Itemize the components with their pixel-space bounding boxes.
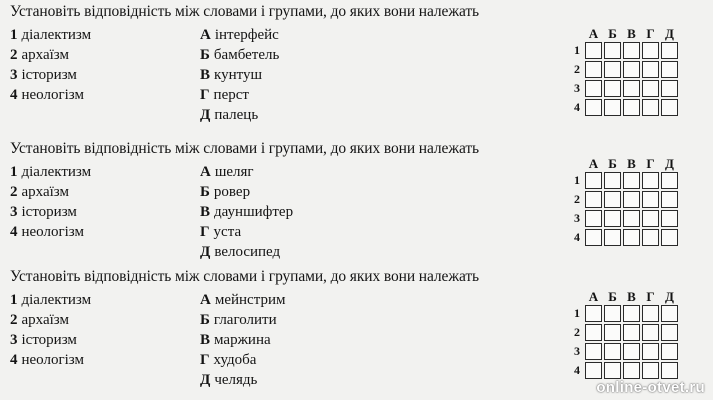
word-letter: В	[200, 204, 211, 220]
word-label: бамбетель	[213, 47, 280, 63]
words-list	[200, 25, 279, 125]
group-label: діалектизм	[21, 27, 92, 43]
answer-checkbox[interactable]	[585, 362, 602, 379]
word-label: дауншифтер	[214, 204, 294, 220]
answer-cell[interactable]	[603, 79, 622, 98]
answer-cell[interactable]	[603, 41, 622, 60]
word-label: глаголити	[213, 312, 277, 328]
answer-checkbox[interactable]	[623, 362, 640, 379]
word-label: перст	[213, 87, 249, 103]
group-number: 2	[10, 47, 18, 63]
grid-row-number: 2	[574, 62, 580, 76]
group-number: 2	[10, 312, 18, 328]
answer-cell[interactable]	[622, 304, 641, 323]
answer-checkbox[interactable]	[623, 191, 640, 208]
word-letter: Б	[200, 184, 210, 200]
group-item	[10, 350, 91, 370]
word-label: велосипед	[214, 244, 281, 260]
group-number: 4	[10, 87, 18, 103]
task-title: Установіть відповідність між словами і групами, до яких вони належать	[10, 268, 479, 285]
answer-cell[interactable]	[660, 323, 679, 342]
answer-cell[interactable]	[641, 228, 660, 247]
answer-checkbox[interactable]	[623, 343, 640, 360]
answer-checkbox[interactable]	[623, 99, 640, 116]
answer-cell[interactable]	[622, 190, 641, 209]
group-label: діалектизм	[21, 292, 92, 308]
grid-row-number: 4	[574, 363, 580, 377]
word-letter: В	[200, 332, 211, 348]
grid-row	[568, 209, 679, 228]
task-title: Установіть відповідність між словами і групами, до яких вони належать	[10, 3, 479, 20]
answer-checkbox[interactable]	[661, 324, 678, 341]
answer-checkbox[interactable]	[604, 80, 621, 97]
answer-cell[interactable]	[660, 342, 679, 361]
answer-checkbox[interactable]	[604, 210, 621, 227]
answer-checkbox[interactable]	[585, 229, 602, 246]
answer-checkbox[interactable]	[604, 362, 621, 379]
grid-row-number: 2	[574, 325, 580, 339]
group-label: діалектизм	[21, 164, 92, 180]
grid-row-number: 3	[574, 344, 580, 358]
answer-checkbox[interactable]	[604, 172, 621, 189]
word-letter: А	[200, 292, 211, 308]
answer-cell[interactable]	[641, 304, 660, 323]
word-letter: Б	[200, 47, 210, 63]
answer-cell[interactable]	[622, 41, 641, 60]
answer-checkbox[interactable]	[661, 42, 678, 59]
answer-checkbox[interactable]	[585, 210, 602, 227]
group-item	[10, 45, 91, 65]
answer-cell[interactable]	[603, 228, 622, 247]
answer-checkbox[interactable]	[585, 191, 602, 208]
word-item	[200, 350, 285, 370]
answer-checkbox[interactable]	[642, 362, 659, 379]
grid-row-number: 3	[574, 81, 580, 95]
answer-checkbox[interactable]	[642, 191, 659, 208]
answer-cell[interactable]	[660, 60, 679, 79]
answer-cell[interactable]	[622, 228, 641, 247]
answer-cell[interactable]	[603, 60, 622, 79]
word-item	[200, 330, 285, 350]
answer-cell[interactable]	[622, 60, 641, 79]
words-list	[200, 290, 285, 390]
group-number: 1	[10, 164, 18, 180]
group-number: 3	[10, 204, 18, 220]
grid-corner	[568, 27, 584, 41]
word-letter: А	[200, 164, 211, 180]
answer-cell[interactable]	[660, 304, 679, 323]
answer-cell[interactable]	[622, 209, 641, 228]
answer-checkbox[interactable]	[661, 229, 678, 246]
answer-cell[interactable]	[660, 171, 679, 190]
answer-checkbox[interactable]	[585, 343, 602, 360]
answer-grid-1	[568, 27, 679, 117]
grid-row-number: 4	[574, 100, 580, 114]
grid-row-number: 3	[574, 211, 580, 225]
answer-grid-2	[568, 157, 679, 247]
answer-checkbox[interactable]	[642, 80, 659, 97]
word-item	[200, 222, 293, 242]
grid-row	[568, 190, 679, 209]
group-item	[10, 25, 91, 45]
answer-cell[interactable]	[584, 98, 603, 117]
answer-checkbox[interactable]	[623, 42, 640, 59]
answer-cell[interactable]	[584, 304, 603, 323]
group-number: 2	[10, 184, 18, 200]
word-item	[200, 202, 293, 222]
grid-column-header: В	[627, 26, 636, 41]
answer-checkbox[interactable]	[661, 343, 678, 360]
group-item	[10, 202, 91, 222]
answer-cell[interactable]	[584, 342, 603, 361]
answer-cell[interactable]	[622, 323, 641, 342]
answer-cell[interactable]	[603, 342, 622, 361]
group-label: історизм	[21, 67, 77, 83]
word-label: уста	[213, 224, 242, 240]
word-label: інтерфейс	[214, 27, 279, 43]
word-item	[200, 162, 293, 182]
answer-checkbox[interactable]	[642, 172, 659, 189]
grid-column-header: А	[588, 156, 599, 171]
grid-row	[568, 171, 679, 190]
answer-cell[interactable]	[622, 342, 641, 361]
answer-cell[interactable]	[603, 361, 622, 380]
word-label: шеляг	[214, 164, 254, 180]
watermark: online-otvet.ru	[596, 379, 705, 396]
answer-checkbox[interactable]	[661, 80, 678, 97]
grid-column-header: Д	[665, 26, 674, 41]
answer-checkbox[interactable]	[661, 191, 678, 208]
grid-row	[568, 304, 679, 323]
answer-grid-3	[568, 290, 679, 380]
grid-row	[568, 228, 679, 247]
group-label: архаїзм	[21, 47, 69, 63]
answer-cell[interactable]	[584, 171, 603, 190]
answer-cell[interactable]	[660, 190, 679, 209]
word-letter: Д	[200, 107, 211, 123]
word-letter: Б	[200, 312, 210, 328]
grid-row-number: 1	[574, 43, 580, 57]
answer-checkbox[interactable]	[604, 42, 621, 59]
answer-cell[interactable]	[641, 41, 660, 60]
word-letter: В	[200, 67, 211, 83]
grid-row	[568, 41, 679, 60]
answer-checkbox[interactable]	[642, 210, 659, 227]
answer-checkbox[interactable]	[585, 324, 602, 341]
answer-cell[interactable]	[584, 209, 603, 228]
grid-column-header: Г	[646, 156, 655, 171]
answer-checkbox[interactable]	[604, 61, 621, 78]
group-number: 3	[10, 332, 18, 348]
answer-cell[interactable]	[641, 342, 660, 361]
word-letter: Г	[200, 87, 210, 103]
answer-checkbox[interactable]	[585, 305, 602, 322]
word-item	[200, 85, 279, 105]
group-item	[10, 65, 91, 85]
answer-checkbox[interactable]	[661, 99, 678, 116]
group-label: історизм	[21, 332, 77, 348]
answer-checkbox[interactable]	[604, 324, 621, 341]
answer-cell[interactable]	[641, 323, 660, 342]
word-label: худоба	[213, 352, 257, 368]
answer-checkbox[interactable]	[623, 324, 640, 341]
word-item	[200, 45, 279, 65]
grid-corner	[568, 157, 584, 171]
answer-cell[interactable]	[660, 361, 679, 380]
grid-row	[568, 361, 679, 380]
answer-cell[interactable]	[641, 361, 660, 380]
word-item	[200, 65, 279, 85]
grid-row	[568, 342, 679, 361]
answer-cell[interactable]	[603, 98, 622, 117]
answer-checkbox[interactable]	[585, 172, 602, 189]
answer-cell[interactable]	[641, 171, 660, 190]
words-list	[200, 162, 293, 262]
word-item	[200, 182, 293, 202]
group-number: 1	[10, 292, 18, 308]
answer-cell[interactable]	[584, 323, 603, 342]
group-number: 1	[10, 27, 18, 43]
grid-row	[568, 323, 679, 342]
group-number: 4	[10, 224, 18, 240]
answer-cell[interactable]	[603, 190, 622, 209]
grid-column-header: Г	[646, 26, 655, 41]
word-label: палець	[214, 107, 259, 123]
answer-cell[interactable]	[603, 304, 622, 323]
answer-checkbox[interactable]	[623, 210, 640, 227]
group-item	[10, 222, 91, 242]
word-letter: Д	[200, 244, 211, 260]
word-letter: Г	[200, 352, 210, 368]
grid-row-number: 4	[574, 230, 580, 244]
answer-checkbox[interactable]	[661, 305, 678, 322]
answer-checkbox[interactable]	[661, 210, 678, 227]
grid-row-number: 1	[574, 306, 580, 320]
answer-checkbox[interactable]	[585, 99, 602, 116]
grid-row	[568, 98, 679, 117]
answer-cell[interactable]	[641, 98, 660, 117]
grid-column-header: Б	[608, 289, 617, 304]
grid-column-header: А	[588, 289, 599, 304]
answer-checkbox[interactable]	[604, 343, 621, 360]
answer-checkbox[interactable]	[642, 229, 659, 246]
answer-cell[interactable]	[622, 361, 641, 380]
answer-checkbox[interactable]	[642, 42, 659, 59]
answer-cell[interactable]	[603, 209, 622, 228]
answer-cell[interactable]	[584, 361, 603, 380]
word-label: кунтуш	[214, 67, 263, 83]
group-label: історизм	[21, 204, 77, 220]
answer-checkbox[interactable]	[642, 324, 659, 341]
word-label: маржина	[214, 332, 271, 348]
grid-column-header: А	[588, 26, 599, 41]
word-item	[200, 105, 279, 125]
answer-checkbox[interactable]	[604, 191, 621, 208]
answer-cell[interactable]	[584, 228, 603, 247]
group-label: неологізм	[21, 224, 84, 240]
answer-checkbox[interactable]	[585, 80, 602, 97]
answer-checkbox[interactable]	[623, 172, 640, 189]
grid-row-number: 1	[574, 173, 580, 187]
answer-checkbox[interactable]	[623, 305, 640, 322]
answer-cell[interactable]	[641, 209, 660, 228]
word-item	[200, 290, 285, 310]
grid-column-header: В	[627, 289, 636, 304]
answer-cell[interactable]	[660, 79, 679, 98]
word-groups-list	[10, 290, 91, 370]
answer-cell[interactable]	[641, 190, 660, 209]
answer-cell[interactable]	[584, 190, 603, 209]
group-item	[10, 330, 91, 350]
word-label: челядь	[214, 372, 258, 388]
answer-cell[interactable]	[660, 228, 679, 247]
grid-row	[568, 79, 679, 98]
answer-checkbox[interactable]	[642, 99, 659, 116]
group-item	[10, 310, 91, 330]
answer-checkbox[interactable]	[623, 229, 640, 246]
answer-checkbox[interactable]	[585, 42, 602, 59]
word-groups-list	[10, 162, 91, 242]
answer-cell[interactable]	[622, 79, 641, 98]
answer-cell[interactable]	[584, 60, 603, 79]
answer-cell[interactable]	[584, 79, 603, 98]
grid-column-header: Б	[608, 26, 617, 41]
task-title: Установіть відповідність між словами і групами, до яких вони належать	[10, 140, 479, 157]
word-label: мейнстрим	[214, 292, 286, 308]
answer-cell[interactable]	[584, 41, 603, 60]
answer-checkbox[interactable]	[585, 61, 602, 78]
answer-cell[interactable]	[603, 171, 622, 190]
group-label: неологізм	[21, 87, 84, 103]
answer-cell[interactable]	[622, 171, 641, 190]
answer-checkbox[interactable]	[623, 61, 640, 78]
group-label: архаїзм	[21, 184, 69, 200]
grid-column-header: В	[627, 156, 636, 171]
answer-checkbox[interactable]	[642, 305, 659, 322]
answer-cell[interactable]	[660, 98, 679, 117]
answer-checkbox[interactable]	[661, 172, 678, 189]
answer-checkbox[interactable]	[661, 61, 678, 78]
word-letter: Г	[200, 224, 210, 240]
answer-cell[interactable]	[641, 79, 660, 98]
grid-column-header: Д	[665, 156, 674, 171]
answer-checkbox[interactable]	[604, 229, 621, 246]
group-item	[10, 85, 91, 105]
grid-column-header: Б	[608, 156, 617, 171]
grid-corner	[568, 290, 584, 304]
answer-checkbox[interactable]	[623, 80, 640, 97]
word-item	[200, 370, 285, 390]
answer-cell[interactable]	[660, 41, 679, 60]
word-item	[200, 25, 279, 45]
answer-cell[interactable]	[603, 323, 622, 342]
answer-checkbox[interactable]	[661, 362, 678, 379]
group-label: архаїзм	[21, 312, 69, 328]
answer-checkbox[interactable]	[642, 343, 659, 360]
word-letter: Д	[200, 372, 211, 388]
answer-cell[interactable]	[641, 60, 660, 79]
group-item	[10, 162, 91, 182]
grid-row	[568, 60, 679, 79]
group-label: неологізм	[21, 352, 84, 368]
word-letter: А	[200, 27, 211, 43]
group-item	[10, 182, 91, 202]
group-number: 3	[10, 67, 18, 83]
answer-checkbox[interactable]	[604, 99, 621, 116]
word-item	[200, 310, 285, 330]
grid-row-number: 2	[574, 192, 580, 206]
answer-cell[interactable]	[660, 209, 679, 228]
grid-column-header: Г	[646, 289, 655, 304]
answer-checkbox[interactable]	[642, 61, 659, 78]
word-groups-list	[10, 25, 91, 105]
answer-cell[interactable]	[622, 98, 641, 117]
grid-column-header: Д	[665, 289, 674, 304]
word-label: ровер	[213, 184, 251, 200]
word-item	[200, 242, 293, 262]
answer-checkbox[interactable]	[604, 305, 621, 322]
group-number: 4	[10, 352, 18, 368]
group-item	[10, 290, 91, 310]
